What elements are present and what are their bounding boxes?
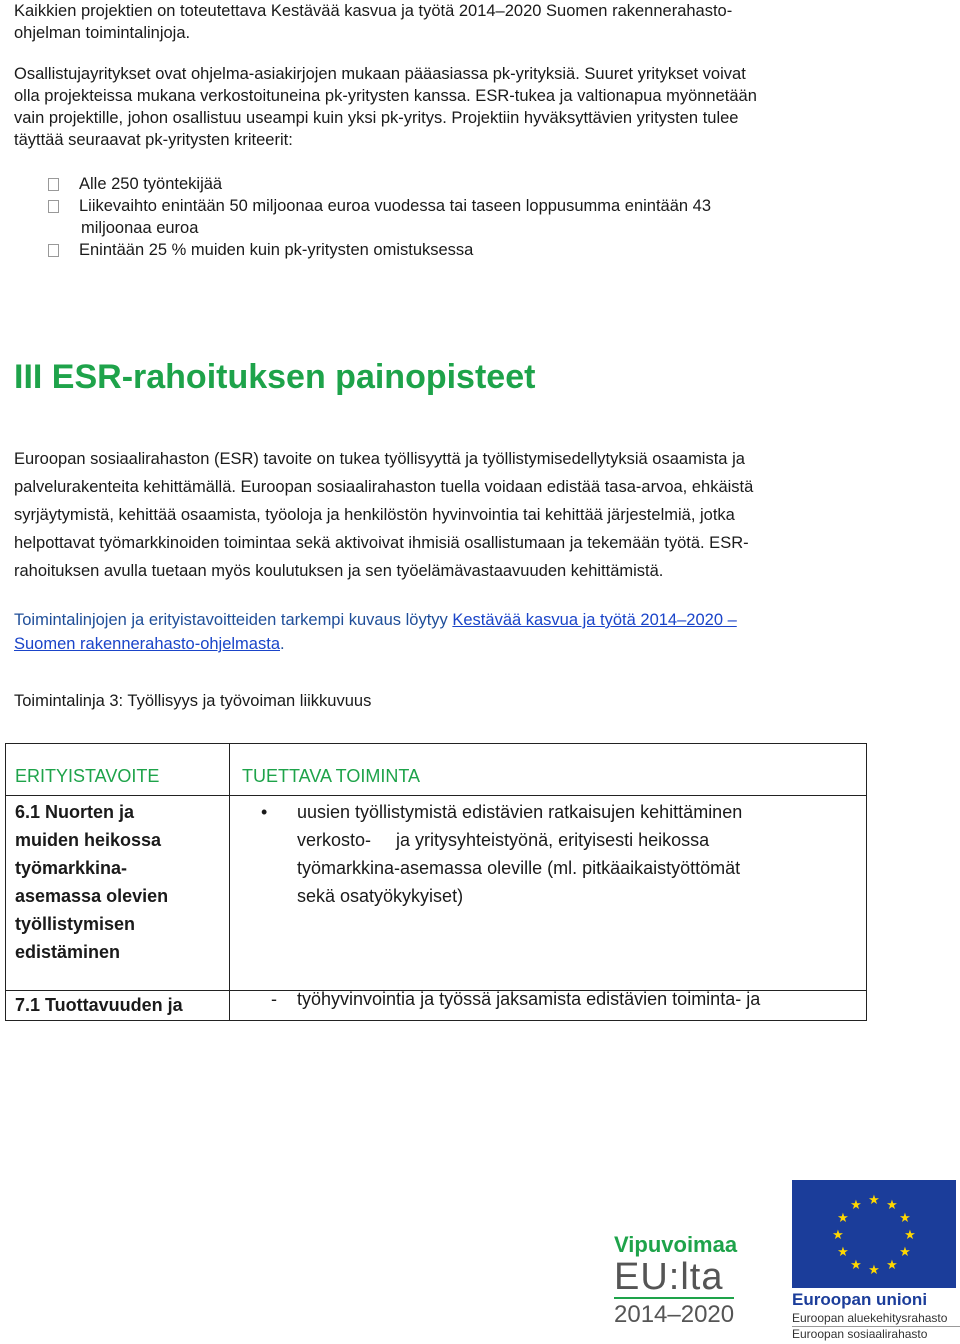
objectives-table	[5, 743, 867, 1021]
objective-cell: 7.1 Tuottavuuden ja	[6, 991, 230, 1021]
bullet-icon: •	[261, 802, 268, 822]
svg-text:★: ★	[832, 1228, 844, 1243]
toimintalinja-label: Toimintalinja 3: Työllisyys ja työvoiman liikkuvuus	[14, 692, 372, 710]
criteria-list	[48, 173, 928, 261]
criteria-item: Enintään 25 % muiden kuin pk-yritysten omistuksessa	[48, 239, 928, 261]
svg-text:★: ★	[886, 1258, 898, 1273]
svg-text:★: ★	[886, 1198, 898, 1213]
table-header-row	[6, 744, 867, 796]
more-info-paragraph: Toimintalinjojen ja erityistavoitteiden tarkempi kuvaus löytyy Kestävää kasvua ja työtä 2014–2020 – Suomen rakennerahasto-ohjelmasta.	[14, 611, 737, 653]
objective-cell: 6.1 Nuorten ja muiden heikossa työmarkkina- asemassa olevien työllistymisen edistäminen	[6, 796, 230, 991]
activity-cell: • uusien työllistymistä edistävien ratkaisujen kehittäminen verkosto- ja yritysyhteistyönä, erityisesti heikossa työmarkkina-asemassa oleville (ml. pitkäaikaistyöttömät sekä osatyökykyiset)	[230, 796, 867, 991]
checkbox-icon	[48, 244, 59, 257]
svg-text:★: ★	[868, 1263, 880, 1278]
intro-paragraph-2: Osallistujayritykset ovat ohjelma-asiakirjojen mukaan pääasiassa pk-yrityksiä. Suuret yritykset voivat olla projekteissa mukana verkostoituneina pk-yritysten kanssa. ESR-tukea ja valtionapua myönnetään vain projektille, johon osallistuu useampi kuin yksi pk-yritys. Projektiin hyväksyttävien yritysten tulee täyttää seuraavat pk-yritysten kriteerit:	[14, 65, 757, 149]
eu-flag-icon	[792, 1180, 956, 1288]
column-header: TUETTAVA TOIMINTA	[230, 744, 867, 796]
criteria-item: Alle 250 työntekijää	[48, 173, 928, 195]
svg-text:★: ★	[850, 1198, 862, 1213]
section-body: Euroopan sosiaalirahaston (ESR) tavoite on tukea työllisyyttä ja työllistymisedellytyksiä osaamista ja palvelurakenteita kehittämällä. Euroopan sosiaalirahaston tuella voidaan edistää tasa-arvoa, ehkäistä syrjäytymistä, kehittää osaamista, työoloja ja henkilöstön hyvinvointia tai kehittää järjestelmiä, jotka helpottavat työmarkkinoiden toimintaa sekä aktivoivat ihmisiä osallistumaan ja tekemään työtä. ESR- rahoituksen avulla tuetaan myös koulutuksen ja sen työelämävastaavuuden kehittämistä.	[14, 450, 754, 580]
checkbox-icon	[48, 200, 59, 213]
checkbox-icon	[48, 178, 59, 191]
dash-marker: -	[271, 989, 277, 1009]
table-row	[6, 991, 867, 1021]
svg-text:★: ★	[837, 1245, 849, 1260]
activity-cell: - työhyvinvointia ja työssä jaksamista edistävien toiminta- ja	[230, 991, 867, 1021]
vipuvoimaa-logo: Vipuvoimaa EU:lta 2014–2020	[614, 1232, 738, 1328]
column-header: ERITYISTAVOITE	[6, 744, 230, 796]
section-heading: III ESR-rahoituksen painopisteet	[14, 358, 536, 396]
program-link[interactable]: Kestävää kasvua ja työtä 2014–2020 –	[452, 611, 737, 629]
intro-paragraph-1: Kaikkien projektien on toteutettava Kestävää kasvua ja työtä 2014–2020 Suomen rakennerahasto- ohjelman toimintalinjoja.	[14, 2, 733, 42]
svg-text:★: ★	[837, 1211, 849, 1226]
criteria-item: Liikevaihto enintään 50 miljoonaa euroa vuodessa tai taseen loppusumma enintään 43	[48, 195, 928, 217]
svg-text:★: ★	[868, 1193, 880, 1208]
table-row	[6, 796, 867, 991]
eu-logo-text: Euroopan unioni Euroopan aluekehitysrahasto Euroopan sosiaalirahasto	[792, 1290, 960, 1341]
svg-text:★: ★	[899, 1245, 911, 1260]
svg-text:★: ★	[904, 1228, 916, 1243]
program-link-continued[interactable]: Suomen rakennerahasto-ohjelmasta	[14, 635, 280, 653]
svg-text:★: ★	[899, 1211, 911, 1226]
eu-stars-icon	[792, 1180, 956, 1288]
svg-text:★: ★	[850, 1258, 862, 1273]
criteria-item-continued: miljoonaa euroa	[81, 219, 199, 237]
